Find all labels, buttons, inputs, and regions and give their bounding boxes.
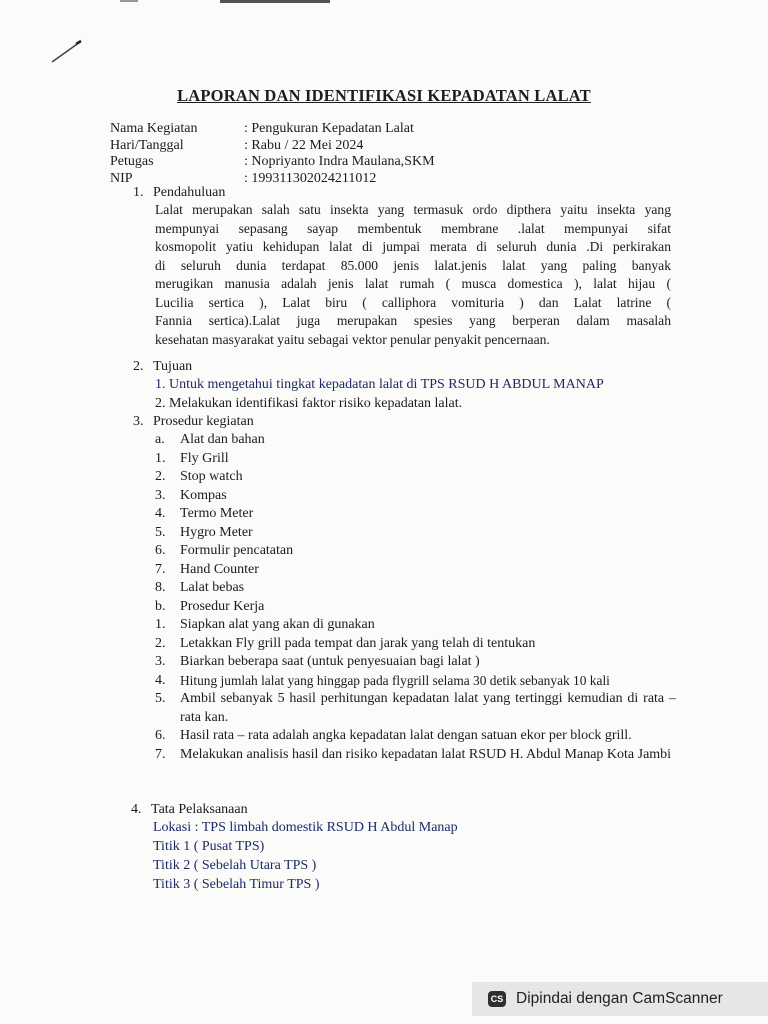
list-text: Melakukan analisis hasil dan risiko kepadatan lalat RSUD H. Abdul Manap Kota Jambi (180, 746, 672, 762)
list-text: Formulir pencatatan (180, 543, 294, 558)
info-label: Hari/Tanggal (110, 137, 184, 153)
info-label: NIP (110, 170, 133, 186)
scan-artifact (120, 0, 138, 2)
intro-line: mempunyai sepasang sayap membentuk membrane .lalat mempunyai sifat (155, 220, 671, 236)
list-item (155, 468, 293, 487)
lokasi-line: Lokasi : TPS limbah domestik RSUD H Abdul Manap (153, 820, 458, 835)
info-label: Nama Kegiatan (110, 121, 198, 136)
info-block (110, 121, 435, 187)
list-marker: 6. (155, 728, 166, 743)
titik-line: Titik 1 ( Pusat TPS) (153, 839, 265, 854)
list-heading (155, 431, 293, 450)
list-marker: 8. (155, 580, 166, 595)
section-title: Pendahuluan (153, 185, 226, 200)
list-marker: 1. (155, 617, 166, 632)
section-prosedur-kegiatan (133, 414, 254, 430)
info-value: : Pengukuran Kepadatan Lalat (244, 121, 414, 136)
info-value: : Rabu / 22 Mei 2024 (244, 137, 364, 153)
list-item (155, 746, 676, 765)
list-item (155, 542, 293, 561)
info-value: : Nopriyanto Indra Maulana,SKM (244, 154, 435, 169)
list-marker: 7. (155, 561, 166, 577)
list-marker: 2. (155, 469, 166, 484)
list-item (155, 505, 293, 524)
list-text: Siapkan alat yang akan di gunakan (180, 617, 375, 632)
titik-line: Titik 3 ( Sebelah Timur TPS ) (153, 877, 320, 892)
list-text: Stop watch (180, 469, 243, 484)
pen-mark-icon (50, 38, 84, 66)
list-heading (155, 598, 293, 617)
section-number: 2. (133, 359, 144, 374)
list-marker: 5. (155, 524, 166, 540)
list-marker: b. (155, 598, 166, 614)
list-text: Kompas (180, 487, 227, 503)
prosedur-kerja-list (155, 616, 676, 764)
section-number: 4. (131, 802, 142, 817)
list-marker: 3. (155, 487, 166, 503)
list-item (155, 635, 676, 654)
list-item (155, 561, 293, 580)
scan-artifact (220, 0, 330, 3)
list-marker: 6. (155, 543, 166, 558)
watermark-label: Dipindai dengan CamScanner (516, 990, 723, 1007)
list-heading-text: Prosedur Kerja (180, 598, 265, 614)
intro-line: kosmopolit yatiu kehidupan lalat di jumpai merata di seluruh dunia .Di perkirakan (155, 239, 671, 254)
list-marker: 1. (155, 450, 166, 466)
list-item (155, 487, 293, 506)
info-value: : 199311302024211012 (244, 170, 377, 186)
intro-line: Lalat merupakan salah satu insekta yang termasuk ordo dipthera yaitu insekta yang (155, 202, 671, 217)
list-text: Biarkan beberapa saat (untuk penyesuaian bagi lalat ) (180, 654, 480, 669)
section-title: Prosedur kegiatan (153, 414, 254, 429)
section-pendahuluan (133, 185, 225, 201)
section-tujuan (133, 359, 192, 375)
list-marker: a. (155, 432, 165, 447)
list-marker: 5. (155, 691, 166, 706)
list-marker: 7. (155, 746, 166, 762)
list-item (155, 524, 293, 543)
section-number: 1. (133, 185, 144, 200)
titik-line: Titik 2 ( Sebelah Utara TPS ) (153, 858, 317, 873)
list-marker: 4. (155, 672, 166, 688)
list-text: Hand Counter (180, 561, 259, 577)
list-marker: 2. (155, 635, 166, 651)
section-title: Tujuan (153, 359, 193, 374)
intro-line: di seluruh dunia terdapat 85.000 jenis lalat.jenis lalat yang paling banyak (155, 257, 671, 273)
list-text: Ambil sebanyak 5 hasil perhitungan kepadatan lalat yang tertinggi kemudian di rata – rata kan. (180, 691, 676, 725)
list-item (155, 653, 676, 672)
tujuan-item: 2. Melakukan identifikasi faktor risiko kepadatan lalat. (155, 396, 463, 411)
list-marker: 4. (155, 506, 166, 521)
alat-list (155, 431, 293, 616)
list-marker: 3. (155, 654, 166, 669)
camscanner-watermark (472, 982, 768, 1016)
list-text: Hygro Meter (180, 524, 253, 540)
intro-line: kesehatan masyarakat yaitu sebagai vektor penular penyakit pencernaan. (155, 331, 550, 347)
list-text: Hitung jumlah lalat yang hinggap pada flygrill selama 30 detik sebanyak 10 kali (180, 672, 610, 688)
tujuan-item: 1. Untuk mengetahui tingkat kepadatan lalat di TPS RSUD H ABDUL MANAP (155, 377, 604, 392)
section-title: Tata Pelaksanaan (151, 802, 248, 817)
list-text: Termo Meter (180, 506, 254, 521)
list-heading-text: Alat dan bahan (180, 432, 265, 447)
list-text: Hasil rata – rata adalah angka kepadatan lalat dengan satuan ekor per block grill. (180, 728, 632, 743)
section-tata-pelaksanaan (131, 802, 248, 818)
list-item (155, 450, 293, 469)
list-text: Fly Grill (180, 450, 229, 466)
info-label: Petugas (110, 154, 154, 169)
intro-line: merugikan manusia adalah jenis lalat rumah ( musca domestica ), lalat hijau ( (155, 276, 671, 291)
camscanner-logo-icon: CS (488, 991, 506, 1007)
list-item (155, 690, 676, 727)
intro-paragraph (155, 201, 671, 349)
list-item (155, 616, 676, 635)
section-number: 3. (133, 414, 144, 429)
list-item (155, 672, 676, 691)
list-item (155, 579, 293, 598)
list-item (155, 727, 676, 746)
intro-line: Lucilia sertica ), Lalat biru ( calliphora vomituria ) dan Lalat latrine ( (155, 294, 671, 310)
page-title: LAPORAN DAN IDENTIFIKASI KEPADATAN LALAT (177, 86, 591, 105)
list-text: Letakkan Fly grill pada tempat dan jarak yang telah di tentukan (180, 635, 536, 651)
list-text: Lalat bebas (180, 580, 245, 595)
intro-line: Fannia sertica).Lalat juga merupakan spesies yang berperan dalam masalah (155, 313, 671, 328)
